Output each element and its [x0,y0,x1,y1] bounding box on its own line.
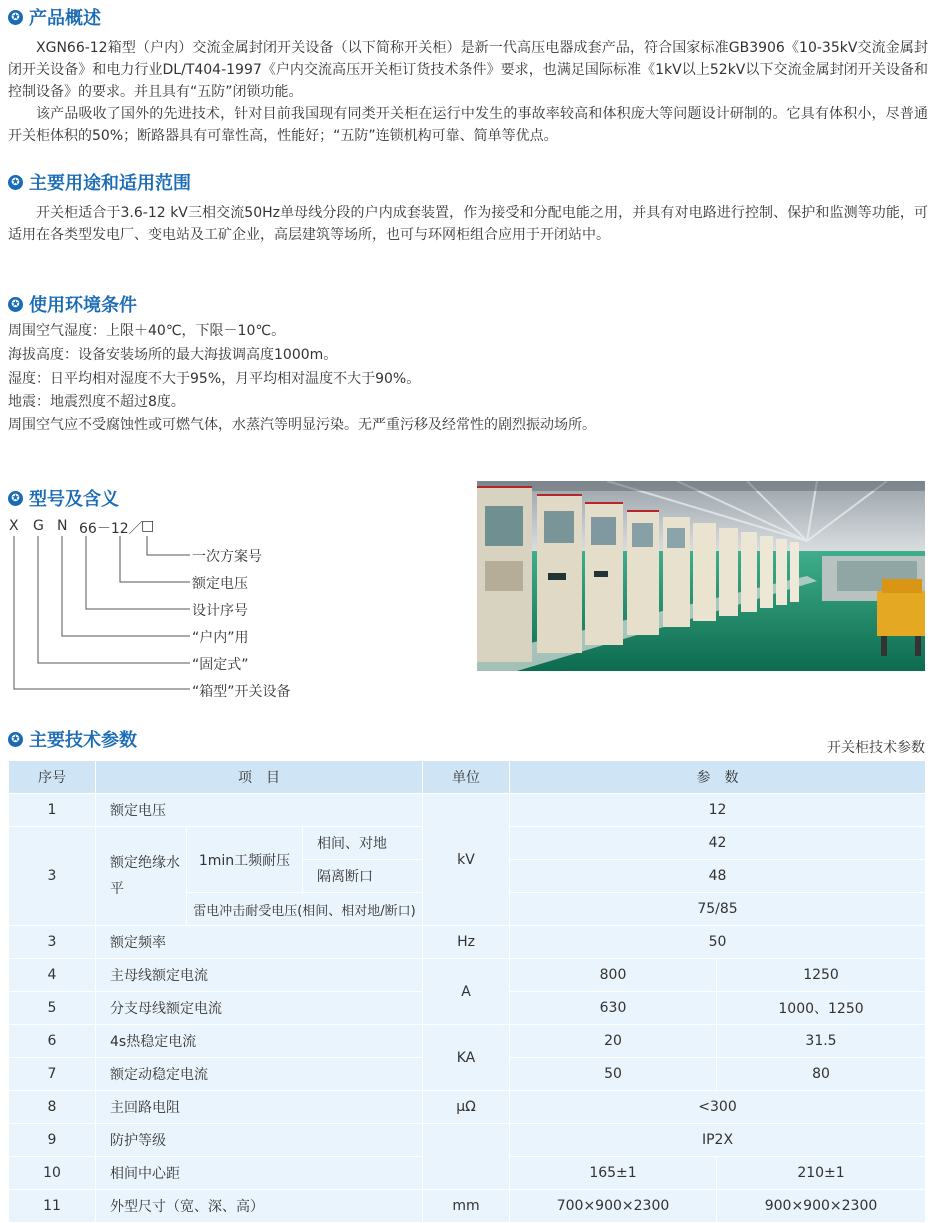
table-row: 3 额定频率 Hz 50 [9,926,926,959]
model-meaning-design: 设计序号 [192,603,248,619]
model-code-scheme-box: □ [141,518,155,534]
model-meaning-fixed: “固定式” [192,657,249,673]
section-title-params: ✪ 主要技术参数 [8,727,137,751]
table-row: 隔离断口 48 [9,860,926,893]
table-row: 10 相间中心距 165±1 210±1 [9,1157,926,1190]
env-line: 海拔高度：设备安装场所的最大海拔调高度1000m。 [8,347,338,363]
switchgear-photo [477,481,925,671]
model-code-x: X [9,518,19,534]
env-line: 地震：地震烈度不超过8度。 [8,394,185,410]
table-row: 3 额定绝缘水平 1min工频耐压 相间、对地 42 [9,827,926,860]
col-header-item: 项 目 [96,761,423,794]
star-icon: ✪ [8,732,23,747]
params-table [8,760,926,1223]
col-header-unit: 单位 [423,761,510,794]
model-meaning-box: “箱型”开关设备 [192,684,291,700]
model-meaning-indoor: “户内”用 [192,630,249,646]
star-icon: ✪ [8,491,23,506]
col-header-value: 参 数 [510,761,926,794]
star-icon: ✪ [8,175,23,190]
table-row: 1 额定电压 kV 12 [9,794,926,827]
star-icon: ✪ [8,297,23,312]
table-row: 11 外型尺寸（宽、深、高） mm 700×900×2300 900×900×2300 [9,1190,926,1223]
star-icon: ✪ [8,10,23,25]
section-title-overview: ✪ 产品概述 [8,5,101,29]
model-code-n: N [57,518,68,534]
model-meaning-scheme: 一次方案号 [192,549,262,565]
model-diagram-lines [0,530,200,695]
table-caption: 开关柜技术参数 [827,740,925,756]
col-header-no: 序号 [9,761,96,794]
table-row: 5 分支母线额定电流 630 1000、1250 [9,992,926,1025]
table-row: 6 4s热稳定电流 KA 20 31.5 [9,1025,926,1058]
overview-paragraph-1: XGN66-12箱型（户内）交流金属封闭开关设备（以下简称开关柜）是新一代高压电器成套产品，符合国家标准GB3906《10-35kV交流金属封闭开关设备》和电力行业DL/T404-1997《户内交流高压开关柜订货技术条件》要求，也满足国际标准《1kV以上52kV以下交流金属封闭开关设备和控制设备》的要求。并且具有“五防”闭锁功能。 [8,40,928,100]
table-row: 9 防护等级 IP2X [9,1124,926,1157]
section-title-environment: ✪ 使用环境条件 [8,292,137,316]
table-row: 4 主母线额定电流 A 800 1250 [9,959,926,992]
env-line: 周围空气应不受腐蚀性或可燃气体，水蒸汽等明显污染。无严重污移及经常性的剧烈振动场所。 [8,417,596,433]
table-header-row [9,761,926,794]
table-row: 7 额定动稳定电流 50 80 [9,1058,926,1091]
env-line: 周围空气湿度：上限＋40℃，下限－10℃。 [8,323,286,339]
usage-paragraph: 开关柜适合于3.6-12 kV三相交流50Hz单母线分段的户内成套装置，作为接受和分配电能之用，并具有对电路进行控制、保护和监测等功能，可适用在各类型发电厂、变电站及工矿企业，高层建筑等场所，也可与环网柜组合应用于开闭站中。 [8,205,928,243]
model-meaning-voltage: 额定电压 [192,576,248,592]
section-title-model: ✪ 型号及含义 [8,486,119,510]
table-row: 8 主回路电阻 μΩ <300 [9,1091,926,1124]
table-row: 雷电冲击耐受电压(相间、相对地/断口) 75/85 [9,893,926,926]
overview-paragraph-2: 该产品吸收了国外的先进技术，针对目前我国现有同类开关柜在运行中发生的事故率较高和体积庞大等问题设计研制的。它具有体积小，尽普通开关柜体积的50%；断路器具有可靠性高，性能好；“五防”连锁机构可靠、简单等优点。 [8,106,928,144]
env-line: 湿度：日平均相对湿度不大于95%，月平均相对温度不大于90%。 [8,371,421,387]
model-code-number: 66－12／ [79,521,143,537]
model-code-g: G [33,518,44,534]
section-title-usage: ✪ 主要用途和适用范围 [8,170,191,194]
